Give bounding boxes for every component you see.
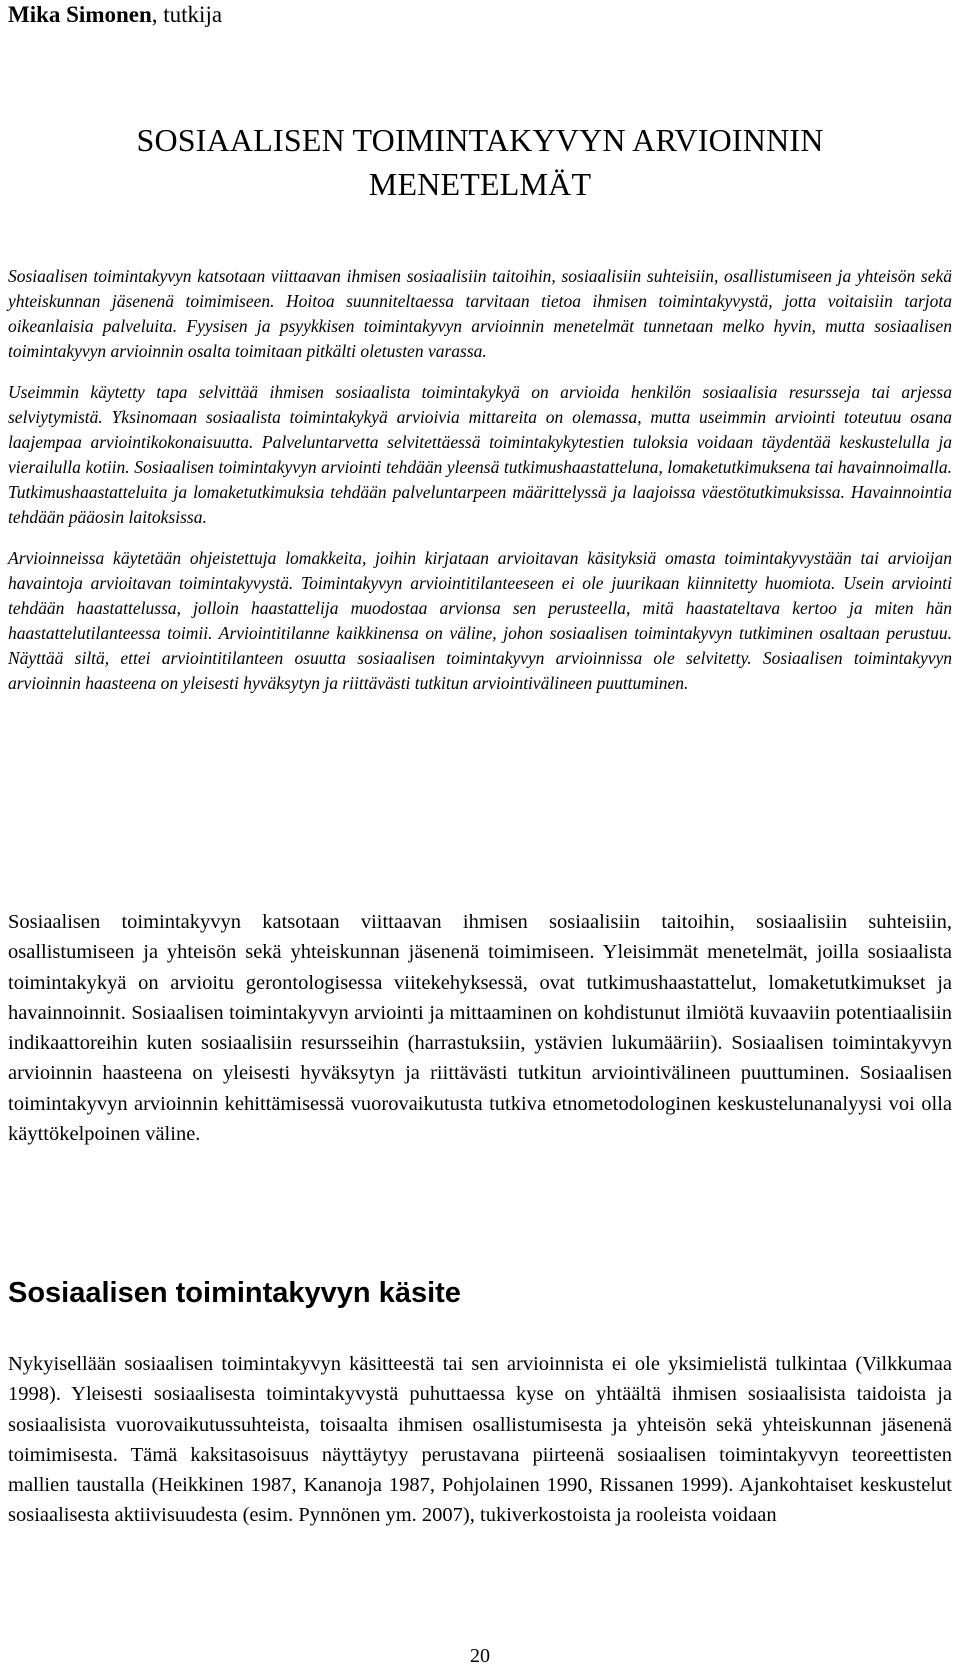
section-heading: Sosiaalisen toimintakyvyn käsite — [8, 1277, 461, 1309]
section-body — [8, 1349, 952, 1531]
intro-section — [8, 907, 952, 1149]
intro-paragraph: Sosiaalisen toimintakyvyn katsotaan viittaavan ihmisen sosiaalisiin taitoihin, sosiaalisiin suhteisiin, osallistumiseen ja yhteisön sekä yhteiskunnan jäsenenä toimimiseen. Yleisimmät menetelmät, joilla sosiaalista toimintakykyä on arvioitu gerontologisessa viitekehyksessä, ovat tutkimushaastattelut, lomaketutkimukset ja havainnoinnit. Sosiaalisen toimintakyvyn arviointi ja mittaaminen on kohdistunut ilmiötä kuvaaviin potentiaalisiin indikaattoreihin kuten sosiaalisiin resursseihin (harrastuksiin, ystävien lukumääriin). Sosiaalisen toimintakyvyn arvioinnin haasteena on yleisesti hyväksytyn ja riittävästi tutkitun arviointivälineen puuttuminen. Sosiaalisen toimintakyvyn arvioinnin kehittämisessä vuorovaikutusta tutkiva etnometodologinen keskustelunanalyysi voi olla käyttökelpoinen väline. — [8, 911, 952, 1146]
article-title-line-1: SOSIAALISEN TOIMINTAKYVYN ARVIOINNIN — [136, 122, 824, 158]
page-number: 20 — [470, 1645, 490, 1667]
abstract-paragraph-2: Useimmin käytetty tapa selvittää ihmisen sosiaalista toimintakykyä on arvioida henkilön sosiaalisia resursseja tai arjessa selviytymistä. Yksinomaan sosiaalista toimintakykyä arvioivia mittareita on olemassa, mutta useimmin arviointi toteutuu osana laajempaa arviointikokonaisuutta. Palveluntarvetta selvitettäessä toimintakykytestien tuloksia voidaan täydentää keskustelulla ja vierailulla kotiin. Sosiaalisen toimintakyvyn arviointi tehdään yleensä tutkimushaastatteluna, lomaketutkimuksena tai havainnoimalla. Tutkimushaastatteluita ja lomaketutkimuksia tehdään palveluntarpeen määrittelyssä ja laajoissa väestötutkimuksissa. Havainnointia tehdään pääosin laitoksissa. — [8, 382, 952, 527]
author-name: Mika Simonen — [8, 2, 152, 27]
section-paragraph: Nykyisellään sosiaalisen toimintakyvyn käsitteestä tai sen arvioinnista ei ole yksimielistä tulkintaa (Vilkkumaa 1998). Yleisesti sosiaalisesta toimintakyvystä puhuttaessa kyse on yhtäältä ihmisen sosiaalisista taidoista ja sosiaalisista vuorovaikutussuhteista, toisaalta ihmisen osallistumisesta ja yhteisön sekä yhteiskunnan jäsenenä toimimisesta. Tämä kaksitasoisuus näyttäytyy perustavana piirteenä sosiaalisen toimintakyvyn teoreettisten mallien taustalla (Heikkinen 1987, Kananoja 1987, Pohjolainen 1990, Rissanen 1999). Ajankohtaiset keskustelut sosiaalisesta aktiivisuudesta (esim. Pynnönen ym. 2007), tukiverkostoista ja rooleista voidaan — [8, 1353, 952, 1527]
author-role: , tutkija — [151, 2, 223, 27]
article-title-line-2: MENETELMÄT — [368, 166, 592, 202]
author-line — [8, 0, 222, 30]
abstract-paragraph-3: Arvioinneissa käytetään ohjeistettuja lomakkeita, joihin kirjataan arvioitavan käsityksiä omasta toimintakyvystään tai arvioijan havaintoja arvioitavan toimintakyvystä. Toimintakyvyn arviointitilanteeseen ei ole juurikaan kiinnitetty huomiota. Usein arviointi tehdään haastattelussa, jolloin haastattelija muodostaa arvionsa sen perusteella, mitä haastateltava kertoo ja miten hän haastattelutilanteessa toimii. Arviointitilanne kaikkinensa on väline, johon sosiaalisen toimintakyvyn tutkiminen osaltaan perustuu. Näyttää siltä, ettei arviointitilanteen osuutta sosiaalisen toimintakyvyn arvioinnissa ole selvitetty. Sosiaalisen toimintakyvyn arvioinnin haasteena on yleisesti hyväksytyn ja riittävästi tutkitun arviointivälineen puuttuminen. — [8, 548, 952, 693]
abstract-paragraph-1: Sosiaalisen toimintakyvyn katsotaan viittaavan ihmisen sosiaalisiin taitoihin, sosiaalisiin suhteisiin, osallistumiseen ja yhteisön sekä yhteiskunnan jäsenenä toimimiseen. Hoitoa suunniteltaessa tarvitaan tietoa ihmisen toimintakyvystä, jotta voitaisiin tarjota oikeanlaisia palveluita. Fyysisen ja psyykkisen toimintakyvyn arvioinnin menetelmät tunnetaan melko hyvin, mutta sosiaalisen toimintakyvyn arvioinnin osalta toimitaan pitkälti oletusten varassa. — [8, 266, 952, 361]
abstract — [8, 264, 952, 712]
article-title — [8, 118, 952, 206]
